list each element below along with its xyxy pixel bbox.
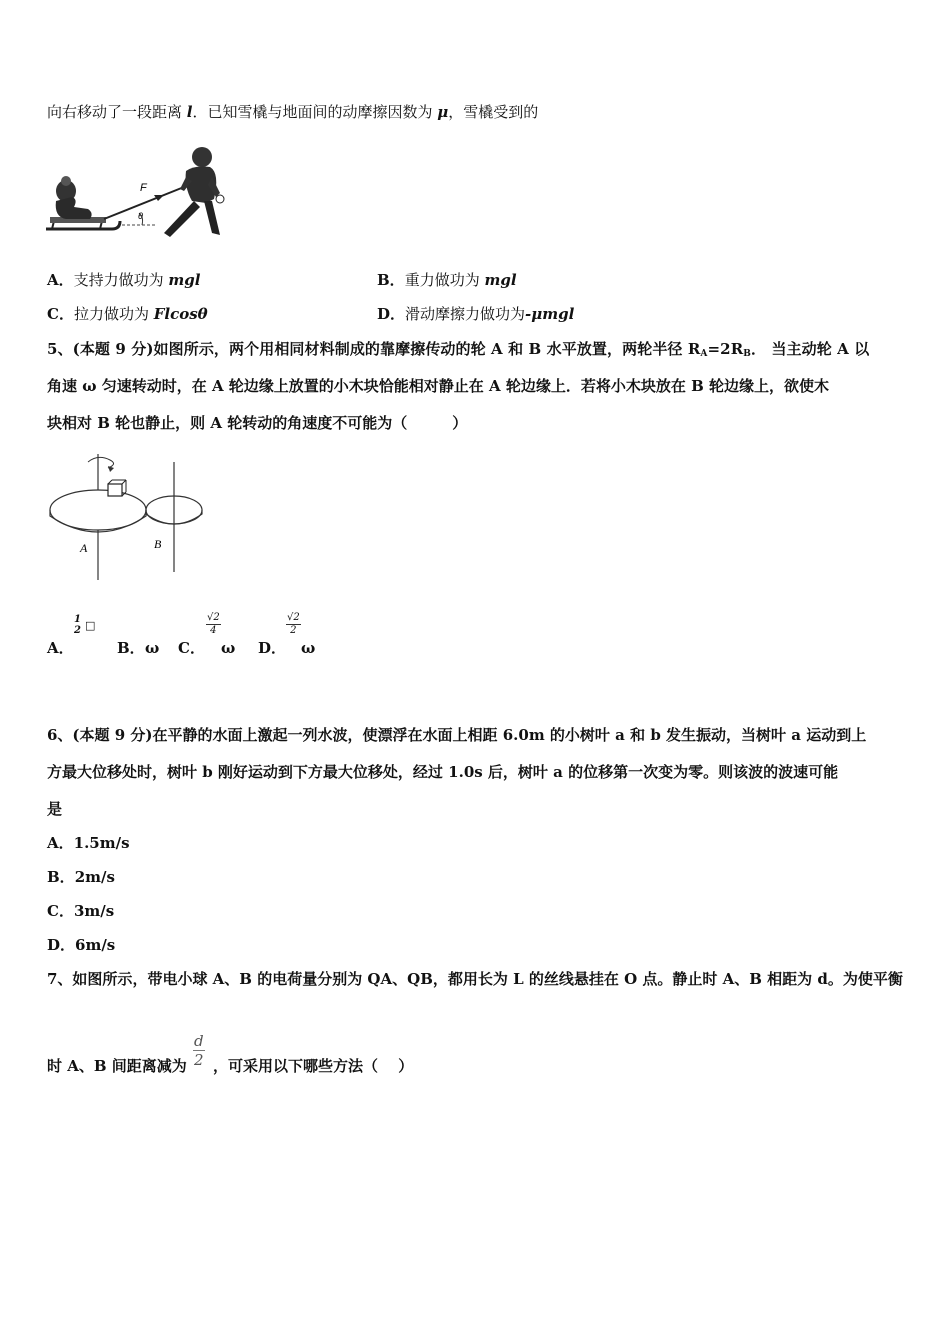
q4-option-c-label: C． — [47, 305, 74, 323]
q4-option-b-label: B． — [377, 271, 405, 289]
q4-option-d-label: D． — [377, 305, 406, 323]
q5-sub-a: A — [700, 349, 708, 359]
q4-intro-mid: ．已知雪橇与地面间的动摩擦因数为 — [192, 103, 438, 121]
q5-option-c-fraction — [206, 612, 221, 637]
q4-option-c-expr: Flcosθ — [153, 305, 208, 323]
q5-option-d-sym: ω — [301, 639, 316, 657]
q4-option-a-text: 支持力做功为 — [73, 271, 169, 289]
q6-line-1: 6、(本题 9 分)在平静的水面上激起一列水波，使漂浮在水面上相距 6.0m 的小树叶 a 和 b 发生振动，当树叶 a 运动到上 — [47, 726, 867, 744]
angle-label: θ — [138, 211, 143, 221]
q5-line-1-a: 5、(本题 9 分)如图所示，两个用相同材料制成的靠摩擦传动的轮 A 和 B 水平放置，两轮半径 R — [47, 340, 701, 358]
q5-option-a-label[interactable]: A． — [47, 639, 74, 657]
sled-figure — [44, 143, 234, 243]
q5-option-d-num: √2 — [287, 612, 300, 623]
q6-option-c[interactable] — [47, 901, 114, 921]
q4-option-d-expr: -μmgl — [525, 305, 575, 323]
q7-fraction — [193, 1032, 205, 1069]
q4-option-a-expr: mgl — [168, 271, 201, 289]
q5-option-b-text: ω — [145, 639, 160, 657]
q6-option-b-label: B． — [47, 868, 75, 886]
q4-option-c[interactable] — [47, 304, 208, 324]
q4-intro-mu: μ — [437, 103, 449, 121]
force-label: F — [140, 182, 147, 194]
q6-option-a-label: A． — [47, 834, 74, 852]
q4-option-b-text: 重力做功为 — [404, 271, 485, 289]
q5-option-a-num: 1 — [74, 614, 81, 625]
wheel-b-label: B — [154, 537, 162, 551]
q4-option-c-text: 拉力做功为 — [73, 305, 154, 323]
q5-sub-b: B — [743, 349, 752, 359]
q7-frac-den: 2 — [194, 1051, 204, 1069]
q5-option-a-den: 2 — [74, 625, 81, 636]
q4-option-d-text: 滑动摩擦力做功为 — [405, 305, 526, 323]
q5-option-a-sym: □ — [85, 619, 96, 632]
q5-line-1-mid: =2R — [707, 340, 744, 358]
q6-line-2: 方最大位移处时，树叶 b 刚好运动到下方最大位移处，经过 1.0s 后，树叶 a 的位移第一次变为零。则该波的波速可能 — [47, 763, 839, 781]
q5-option-c-den: 4 — [210, 625, 217, 636]
q4-option-a[interactable] — [47, 270, 200, 290]
q7-frac-num: d — [194, 1032, 204, 1050]
q6-line-3: 是 — [47, 800, 63, 818]
q7-line-1: 7、如图所示，带电小球 A、B 的电荷量分别为 QA、QB，都用长为 L 的丝线悬挂在 O 点。静止时 A、B 相距为 d。为使平衡 — [47, 970, 903, 988]
q5-option-b-label[interactable]: B． — [117, 639, 145, 657]
q6-option-c-label: C． — [47, 902, 74, 920]
q5-option-d-label[interactable]: D． — [258, 639, 287, 657]
q5-option-c-sym: ω — [221, 639, 236, 657]
q7-line-2-prefix: 时 A、B 间距离减为 — [47, 1057, 187, 1075]
q6-option-a[interactable] — [47, 833, 130, 853]
q6-option-b[interactable] — [47, 867, 115, 887]
q4-intro-l: l — [186, 103, 193, 121]
q4-intro — [47, 102, 538, 122]
q5-option-a-fraction — [73, 614, 82, 636]
q4-intro-suffix: ，雪橇受到的 — [448, 103, 539, 121]
q7-line-2-suffix: ，可采用以下哪些方法（ ） — [213, 1057, 414, 1075]
q6-option-d-text: 6m/s — [75, 936, 116, 954]
q5-line-1-b: ． 当主动轮 A 以 — [751, 340, 870, 358]
q4-option-d[interactable] — [377, 304, 574, 324]
q4-option-b-expr: mgl — [484, 271, 517, 289]
q5-option-c-label[interactable]: C． — [178, 639, 205, 657]
q6-option-d-label: D． — [47, 936, 76, 954]
wheels-figure — [44, 448, 214, 583]
q5-line-1 — [47, 339, 869, 364]
q4-intro-prefix: 向右移动了一段距离 — [47, 103, 187, 121]
q5-option-d-den: 2 — [290, 625, 297, 636]
q5-option-d-fraction — [286, 612, 301, 637]
q6-option-c-text: 3m/s — [73, 902, 115, 920]
q6-option-a-text: 1.5m/s — [73, 834, 130, 852]
q5-line-3: 块相对 B 轮也静止，则 A 轮转动的角速度不可能为（ ） — [47, 414, 468, 432]
q4-option-a-label: A． — [47, 271, 74, 289]
q6-option-d[interactable] — [47, 935, 115, 955]
q5-line-2: 角速 ω 匀速转动时，在 A 轮边缘上放置的小木块恰能相对静止在 A 轮边缘上．若将小木块放在 B 轮边缘上，欲使木 — [47, 377, 830, 395]
wheel-a-label: A — [80, 541, 88, 555]
q4-option-b[interactable] — [377, 270, 517, 290]
q6-option-b-text: 2m/s — [74, 868, 115, 886]
q5-option-c-num: √2 — [207, 612, 220, 623]
